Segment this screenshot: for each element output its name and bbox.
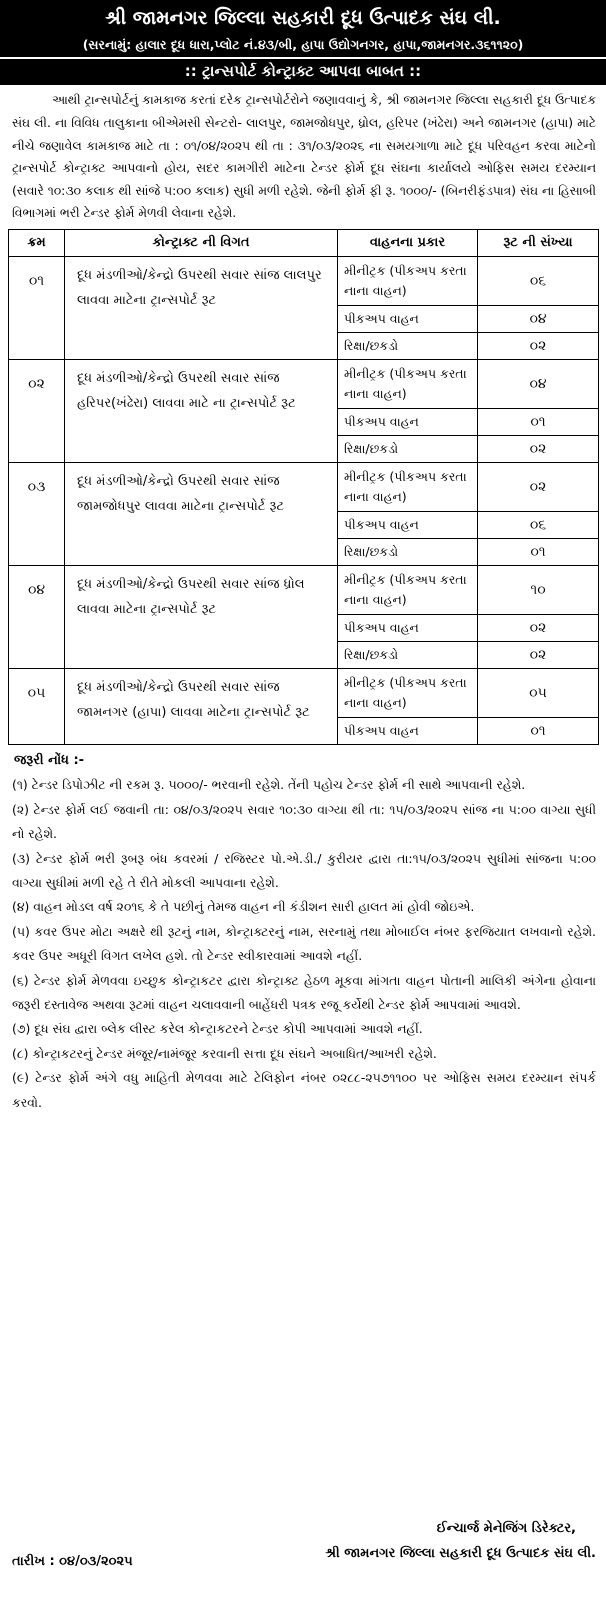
vehicle-type: પીકઅપ વાહન	[338, 305, 478, 332]
vehicle-type: મીનીટ્રક (પીકઅપ કરતા નાના વાહન)	[338, 256, 478, 305]
table-header-row	[9, 229, 599, 256]
route-count: ૦૫	[478, 668, 599, 717]
vehicle-type: મીનીટ્રક (પીકઅપ કરતા નાના વાહન)	[338, 359, 478, 408]
row-serial: ૦૪	[9, 565, 65, 668]
note-item: (૩) ટેન્ડર ફોર્મ ભરી રૂબરૂ બંધ કવરમાં / રજિસ્ટર પો.એ.ડી./ કુરીયર દ્વારા તા:૧૫/૦૩/૨૦૨૫ સુધીમાં સાંજના ૫:૦૦ વાગ્યા સુધીમાં મળી રહે તે રીતે મોકલી આપવાના રહેશે.	[12, 850, 596, 891]
route-count: ૧૦	[478, 565, 599, 614]
col-header-serial: ક્રમ	[9, 229, 65, 256]
route-count: ૦૧	[478, 717, 599, 744]
vehicle-type: મીનીટ્રક (પીકઅપ કરતા નાના વાહન)	[338, 462, 478, 511]
vehicle-type: રિક્ષા/છકડો	[338, 435, 478, 462]
route-count: ૦૨	[478, 332, 599, 359]
vehicle-type: પીકઅપ વાહન	[338, 717, 478, 744]
route-count: ૦૪	[478, 359, 599, 408]
vehicle-type: મીનીટ્રક (પીકઅપ કરતા નાના વાહન)	[338, 565, 478, 614]
col-header-vehicle-type: વાહનના પ્રકાર	[338, 229, 478, 256]
note-item: (૧) ટેન્ડર ડિપોઝીટ ની રકમ રૂ. ૫૦૦૦/- ભરવાની રહેશે. તેંની પહોચ ટેન્ડર ફોર્મ ની સાથે આપવાની રહેશે.	[12, 777, 526, 793]
route-count: ૦૬	[478, 511, 599, 538]
note-item: (૭) દૂધ સંઘ દ્વારા બ્લેક લીસ્ટ કરેલ કોન્ટ્રાકટરને ટેન્ડર કોપી આપવામાં આવશે નહીં.	[12, 1021, 423, 1037]
vehicle-type: પીકઅપ વાહન	[338, 511, 478, 538]
notes-section	[0, 745, 606, 1115]
route-count: ૦૪	[478, 305, 599, 332]
routes-table	[8, 229, 599, 745]
table-row	[9, 668, 599, 717]
table-row	[9, 462, 599, 511]
vehicle-type: મીનીટ્રક (પીકઅપ કરતા નાના વાહન)	[338, 668, 478, 717]
notes-title: જરૂરી નોંધ :-	[14, 752, 85, 768]
row-serial: ૦૫	[9, 668, 65, 744]
table-row	[9, 565, 599, 614]
note-item: (૨) ટેન્ડર ફોર્મ લઈ જવાની તા: ૦૪/૦૩/૨૦૨૫ સવાર ૧૦:૩૦ વાગ્યા થી તા: ૧૫/૦૩/૨૦૨૫ સાંજ ના ૫:૦૦ વાગ્યા સુધી નો રહેશે.	[12, 801, 596, 842]
note-item: (૫) કવર ઉપર મોટા અક્ષરે થી રૂટનું નામ, કોન્ટ્રાક્ટરનું નામ, સરનામું તથા મોબાઈલ નંબર ફરજિયાત લખવાનો રહેશે. કવર ઉપર અધૂરી વિગત લખેલ હશે. તો ટેન્ડર સ્વીકારવામાં આવશે નહીં.	[12, 923, 596, 964]
signatory-organization: શ્રી જામનગર જિલ્લા સહકારી દૂધ ઉત્પાદક સંઘ લી.	[325, 1546, 596, 1561]
row-description: દૂધ મંડળીઓ/કેન્દ્રો ઉપરથી સવાર સાંજ ધ્રોલ લાવવા માટેના ટ્રાન્સપોર્ટ રૂટ	[65, 565, 338, 668]
row-description: દૂધ મંડળીઓ/કેન્દ્રો ઉપરથી સવાર સાંજ હરિપર(ખંઢેરા) લાવવા માટે ના ટ્રાન્સપોર્ટ રૂટ	[65, 359, 338, 462]
row-description: દૂધ મંડળીઓ/કેન્દ્રો ઉપરથી સવાર સાંજ જામનગર (હાપા) લાવવા માટેના ટ્રાન્સપોર્ટ રૂટ	[65, 668, 338, 744]
notice-date: તારીખ : ૦૪/૦૩/૨૦૨૫	[12, 1554, 133, 1569]
note-item: (૬) ટેન્ડર ફોર્મ મેળવવા ઇચ્છુક કોન્ટ્રાકટર દ્વારા કોન્ટ્રાક્ટ હેઠળ મૂકવા માંગતા વાહન પોતાની માલિકી અંગેના હોવાના જરૂરી દસ્તાવેજ અથવા રૂટમાં વાહન ચલાવવાની બાહેંધરી પત્રક રજૂ કર્યેથી ટેન્ડર ફોર્મ આપવામાં આવશે.	[12, 972, 596, 1013]
row-serial: ૦૧	[9, 256, 65, 359]
row-description: દૂધ મંડળીઓ/કેન્દ્રો ઉપરથી સવાર સાંજ જામજોધપુર લાવવા માટેના ટ્રાન્સપોર્ટ રૂટ	[65, 462, 338, 565]
route-count: ૦૧	[478, 408, 599, 435]
row-serial: ૦૩	[9, 462, 65, 565]
notice-header	[0, 0, 606, 85]
notice-subject: :: ટ્રાન્સપોર્ટ કોન્ટ્રાક્ટ આપવા બાબત ::	[184, 62, 422, 81]
col-header-contract-details: કોન્ટ્રાક્ટ ની વિગત	[65, 229, 338, 256]
note-item: (૪) વાહન મોડલ વર્ષ ૨૦૧૬ કે તે પછીનું તેમજ વાહન ની કંડીશન સારી હાલત માં હોવી જોઇએ.	[12, 899, 475, 915]
note-item: (૮) કોન્ટ્રાકટરનું ટેન્ડર મંજૂર/નામંજૂર કરવાની સત્તા દૂધ સંઘને અબાધિત/આખરી રહેશે.	[12, 1045, 437, 1061]
org-address: (સરનામું: હાલાર દૂધ ધારા,પ્લોટ નં.૪૩/બી, હાપા ઉદ્યોગનગર, હાપા,જામનગર.૩૬૧૧૨૦)	[82, 36, 524, 52]
row-description: દૂધ મંડળીઓ/કેન્દ્રો ઉપરથી સવાર સાંજ લાલપુર લાવવા માટેના ટ્રાન્સપોર્ટ રૂટ	[65, 256, 338, 359]
vehicle-type: પીકઅપ વાહન	[338, 408, 478, 435]
vehicle-type: રિક્ષા/છકડો	[338, 538, 478, 565]
route-count: ૦૧	[478, 538, 599, 565]
row-serial: ૦૨	[9, 359, 65, 462]
route-count: ૦૨	[478, 462, 599, 511]
route-count: ૦૨	[478, 641, 599, 668]
signature-block	[325, 1516, 596, 1566]
route-count: ૦૨	[478, 614, 599, 641]
table-row	[9, 256, 599, 305]
col-header-route-count: રૂટ ની સંખ્યા	[478, 229, 599, 256]
signatory-designation: ઈન્ચાર્જ મેનેજિંગ ડિરેક્ટર,	[436, 1521, 576, 1536]
vehicle-type: રિક્ષા/છકડો	[338, 641, 478, 668]
table-row	[9, 359, 599, 408]
org-title: શ્રી જામનગર જિલ્લા સહકારી દૂધ ઉત્પાદક સંઘ લી.	[105, 7, 501, 29]
route-count: ૦૬	[478, 256, 599, 305]
vehicle-type: રિક્ષા/છકડો	[338, 332, 478, 359]
intro-paragraph: આથી ટ્રાન્સપોર્ટનું કામકાજ કરતાં દરેક ટ્રાન્સપોર્ટરોને જણાવવાનું કે, શ્રી જામનગર જિલ્લા સહકારી દૂધ ઉત્પાદક સંઘ લી. ના વિવિધ તાલુકાના બીએમસી સેન્ટરો- લાલપુર, જામજોધપુર, ધ્રોલ, હરિપર (ખંઢેરા) અને જામનગર (હાપા) માટે નીચે જણાવેલ કામકાજ માટે તા : ૦૧/૦૪/૨૦૨૫ થી તા : ૩૧/૦૩/૨૦૨૬ ના સમયગાળા માટે દૂધ પરિવહન કરવા માટેનો ટ્રાન્સપોર્ટ કોન્ટ્રાક્ટ આપવાનો હોય, સદર કામગીરી માટેના ટેન્ડર ફોર્મ દૂધ સંઘના કાર્યાલયે ઓફિસ સમય દરમ્યાન (સવારે ૧૦:૩૦ કલાક થી સાંજે ૫:૦૦ કલાક) સુધી મળી રહેશે. જેની ફોર્મ ફી રૂ. ૧૦૦૦/- (બિનરીફંડપાત્ર) સંઘ ના હિસાબી વિભાગમાં ભરી ટેન્ડર ફોર્મ મેળવી લેવાના રહેશે.	[12, 93, 596, 221]
vehicle-type: પીકઅપ વાહન	[338, 614, 478, 641]
note-item: (૯) ટેન્ડર ફોર્મ અંગે વધુ માહિતી મેળવવા માટે ટેલિફોન નંબર ૦૨૮૮-૨૫૭૧૧૦૦ પર ઓફિસ સમય દરમ્યાન સંપર્ક કરવો.	[12, 1070, 596, 1110]
route-count: ૦૨	[478, 435, 599, 462]
